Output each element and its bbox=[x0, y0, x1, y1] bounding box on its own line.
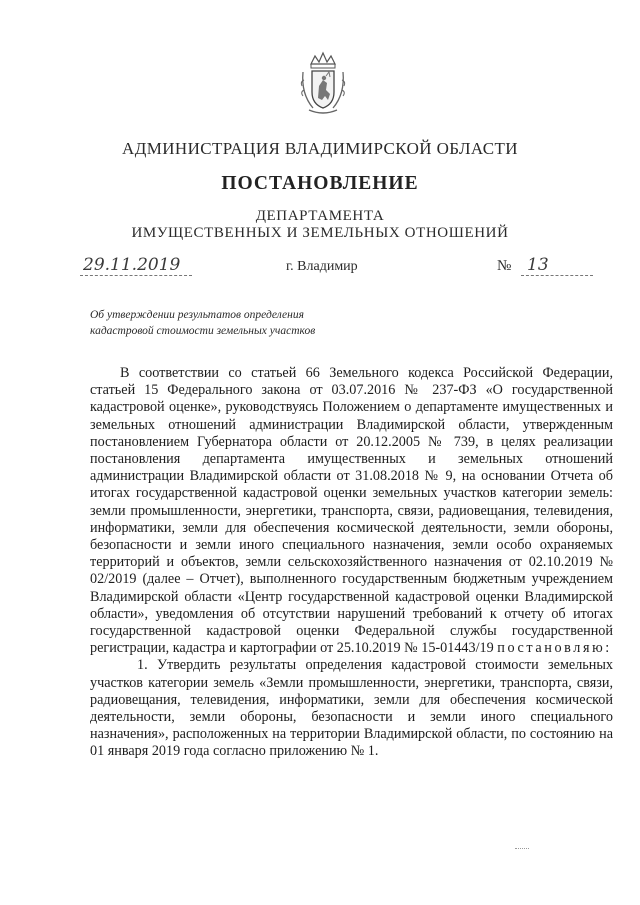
document-body bbox=[90, 365, 613, 761]
preamble-paragraph bbox=[90, 365, 613, 657]
number-sign: № bbox=[497, 258, 512, 274]
coat-of-arms-icon bbox=[299, 50, 347, 118]
item-1-paragraph: 1. Утвердить результаты определения кадастровой стоимости земельных участков категории земель «Земли промышленности, энергетики, транспорта, связи, радиовещания, телевидения, информатики, земли для обеспечения космической деятельности, земли обороны, безопасности и земли иного специального назначения», расположенных на территории Владимирской области, по состоянию на 01 января 2019 года согласно приложению № 1. bbox=[90, 657, 613, 760]
page-footer-mark bbox=[515, 848, 529, 849]
preamble-text: В соответствии со статьей 66 Земельного кодекса Российской Федерации, статьей 15 Федерального закона от 03.07.2016 № 237-ФЗ «О государственной кадастровой оценке», руководствуясь Положением о департаменте имущественных и земельных отношений администрации Владимирской области, утвержденным постановлением Губернатора области от 20.12.2005 № 739, в целях реализации постановления департамента имущественных и земельных отношений администрации Владимирской области от 31.08.2018 № 9, на основании Отчета об итогах государственной кадастровой оценки земельных участков категории земель: земли промышленности, энергетики, транспорта, связи, радиовещания, телевидения, информатики, земли для обеспечения космической деятельности, земли обороны, безопасности и земли иного специального назначения, земли особо охраняемых территорий и объектов, земли сельскохозяйственного назначения от 02.10.2019 № 02/2019 (далее – Отчет), выполненного государственным бюджетным учреждением Владимирской области «Центр государственной кадастровой оценки Владимирской области», уведомления об отсутствии нарушений требований к отчету об итогах государственной кадастровой оценки Федеральной службы государственной регистрации, кадастра и картографии от 25.10.2019 № 15-01443/19 bbox=[90, 365, 613, 657]
department-heading-line2: ИМУЩЕСТВЕННЫХ И ЗЕМЕЛЬНЫХ ОТНОШЕНИЙ bbox=[131, 225, 509, 241]
administration-title: АДМИНИСТРАЦИЯ ВЛАДИМИРСКОЙ ОБЛАСТИ bbox=[122, 139, 518, 158]
date-underline bbox=[80, 275, 192, 276]
document-date-field bbox=[80, 255, 195, 277]
document-number: 13 bbox=[527, 255, 549, 275]
document-date: 29.11.2019 bbox=[83, 255, 181, 275]
decree-word: постановляю: bbox=[497, 640, 612, 657]
subject-line-2: кадастровой стоимости земельных участков bbox=[90, 325, 316, 337]
subject-line-1: Об утверждении результатов определения bbox=[90, 309, 304, 321]
department-heading-line1: ДЕПАРТАМЕНТА bbox=[255, 208, 385, 224]
number-underline bbox=[521, 275, 593, 276]
document-number-field bbox=[497, 255, 597, 277]
document-city: г. Владимир bbox=[286, 259, 358, 274]
document-subject bbox=[90, 307, 390, 339]
document-type-heading: ПОСТАНОВЛЕНИЕ bbox=[221, 173, 419, 194]
